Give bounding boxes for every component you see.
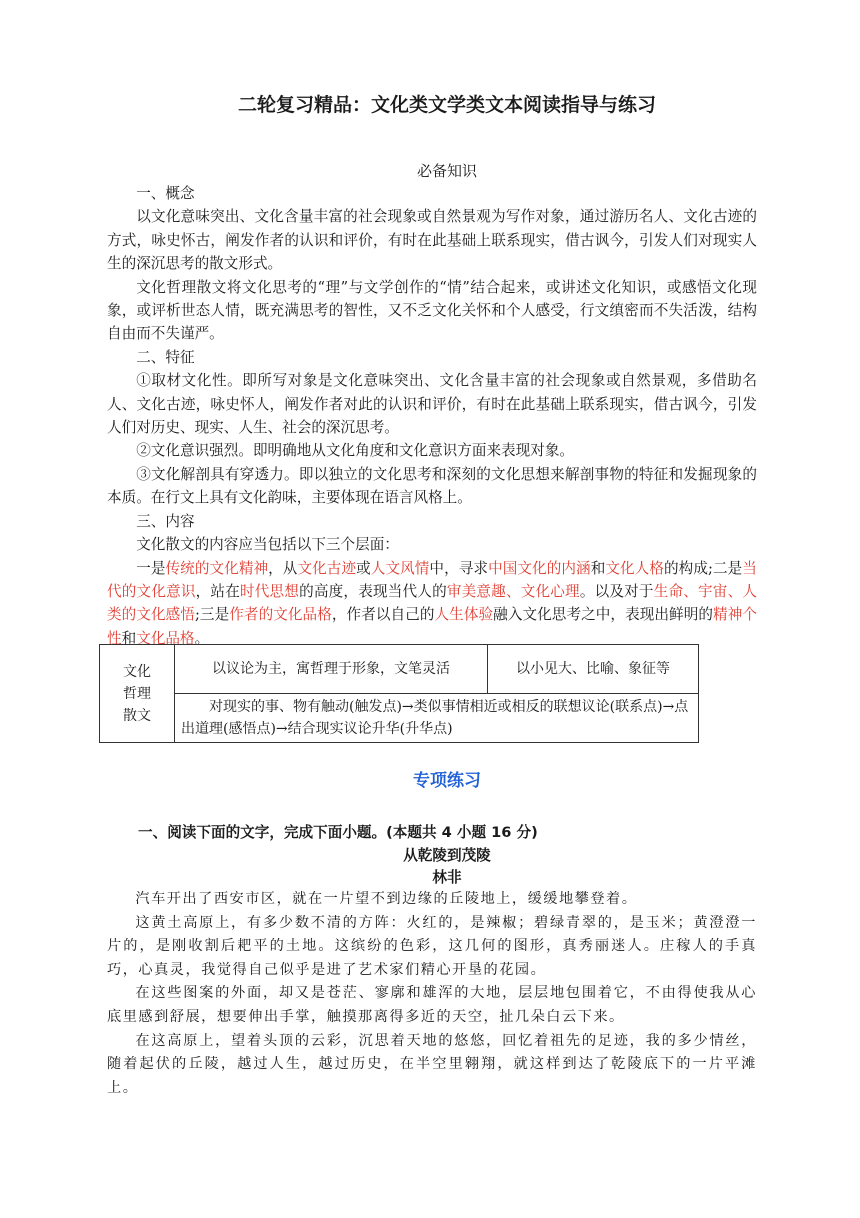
concept-paragraph-1: 以文化意味突出、文化含量丰富的社会现象或自然景观为写作对象，通过游历名人、文化古迹的方式，咏史怀古，阐发作者的认识和评价，有时在此基础上联系现实，借古讽今，引发人们对现实人生的深沉思考的散文形式。 [107,208,757,273]
feature-1: ①取材文化性。即所写对象是文化意味突出、文化含量丰富的社会现象或自然景观，多借助名人、文化古迹，咏史怀人，阐发作者对此的认识和评价，有时在此基础上联系现实，借古讽今，引发人们对历史、现实、人生、社会的深沉思考。 [107,372,757,437]
table-label: 文化 哲理 散文 [100,645,175,743]
page-title: 二轮复习精品：文化类文学类文本阅读指导与练习 [237,94,656,116]
content-layers: 一是传统的文化精神，从文化古迹或人文风情中，寻求中国文化的内涵和文化人格的构成;二是当代的文化意识，站在时代思想的高度，表现当代人的审美意趣、文化心理。以及对于生命、宇宙、人类的文化感悟;三是作者的文化品格，作者以自己的人生体验融入文化思考之中，表现出鲜明的精神个性和文化品格。 [107,559,757,647]
concept-paragraph-2: 文化哲理散文将文化思考的“理”与文学创作的“情”结合起来，或讲述文化知识，或感悟文化现象，或评析世态人情，既充满思考的智性，又不乏文化关怀和个人感受，行文缜密而不失活泼，结构自由而不失谨严。 [107,278,757,343]
content-heading: 三、内容 [136,512,195,530]
content-intro: 文化散文的内容应当包括以下三个层面： [136,536,399,554]
article-paragraph: 这黄土高原上，有多少数不清的方阵：火红的，是辣椒；碧绿青翠的，是玉米；黄澄澄一片的，是刚收割后耙平的土地。这缤纷的色彩，这几何的图形，真秀丽迷人。庄稼人的手真巧，心真灵，我觉得自己似乎是进了艺术家们精心开垦的花园。 [107,914,757,978]
article-paragraph: 汽车开出了西安市区，就在一片望不到边缘的丘陵地上，缓缓地攀登着。 [135,891,638,907]
table-cell-structure: 对现实的事、物有触动(触发点)→类似事情相近或相反的联想议论(联系点)→点出道理(感悟点)→结合现实议论升华(升华点) [175,694,699,743]
article-paragraph: 在这些图案的外面，却又是苍茫、寥廓和雄浑的大地，层层地包围着它，不由得使我从心底里感到舒展，想要伸出手掌，触摸那离得多近的天空，扯几朵白云下来。 [107,985,757,1025]
question-instruction: 一、阅读下面的文字，完成下面小题。(本题共 4 小题 16 分) [138,824,538,841]
article-body [107,888,757,1100]
feature-2: ②文化意识强烈。即明确地从文化角度和文化意识方面来表现对象。 [136,442,575,460]
practice-heading: 专项练习 [413,771,481,791]
table-cell-style: 以议论为主，寓哲理于形象，文笔灵活 [175,645,488,694]
article-title: 从乾陵到茂陵 [403,847,491,864]
table-cell-technique: 以小见大、比喻、象征等 [488,645,699,694]
concept-heading: 一、概念 [136,185,195,202]
features-heading: 二、特征 [136,348,195,366]
knowledge-heading: 必备知识 [416,162,477,180]
feature-3: ③文化解剖具有穿透力。即以独立的文化思考和深刻的文化思想来解剖事物的特征和发掘现象的本质。在行文上具有文化韵味，主要体现在语言风格上。 [107,465,757,507]
summary-table [99,644,699,743]
article-paragraph: 在这高原上，望着头顶的云彩，沉思着天地的悠悠，回忆着祖先的足迹，我的多少情丝，随着起伏的丘陵，越过人生，越过历史，在半空里翱翔，就这样到达了乾陵底下的一片平滩上。 [107,1032,757,1096]
knowledge-body [107,182,757,650]
article-author: 林非 [432,869,462,886]
